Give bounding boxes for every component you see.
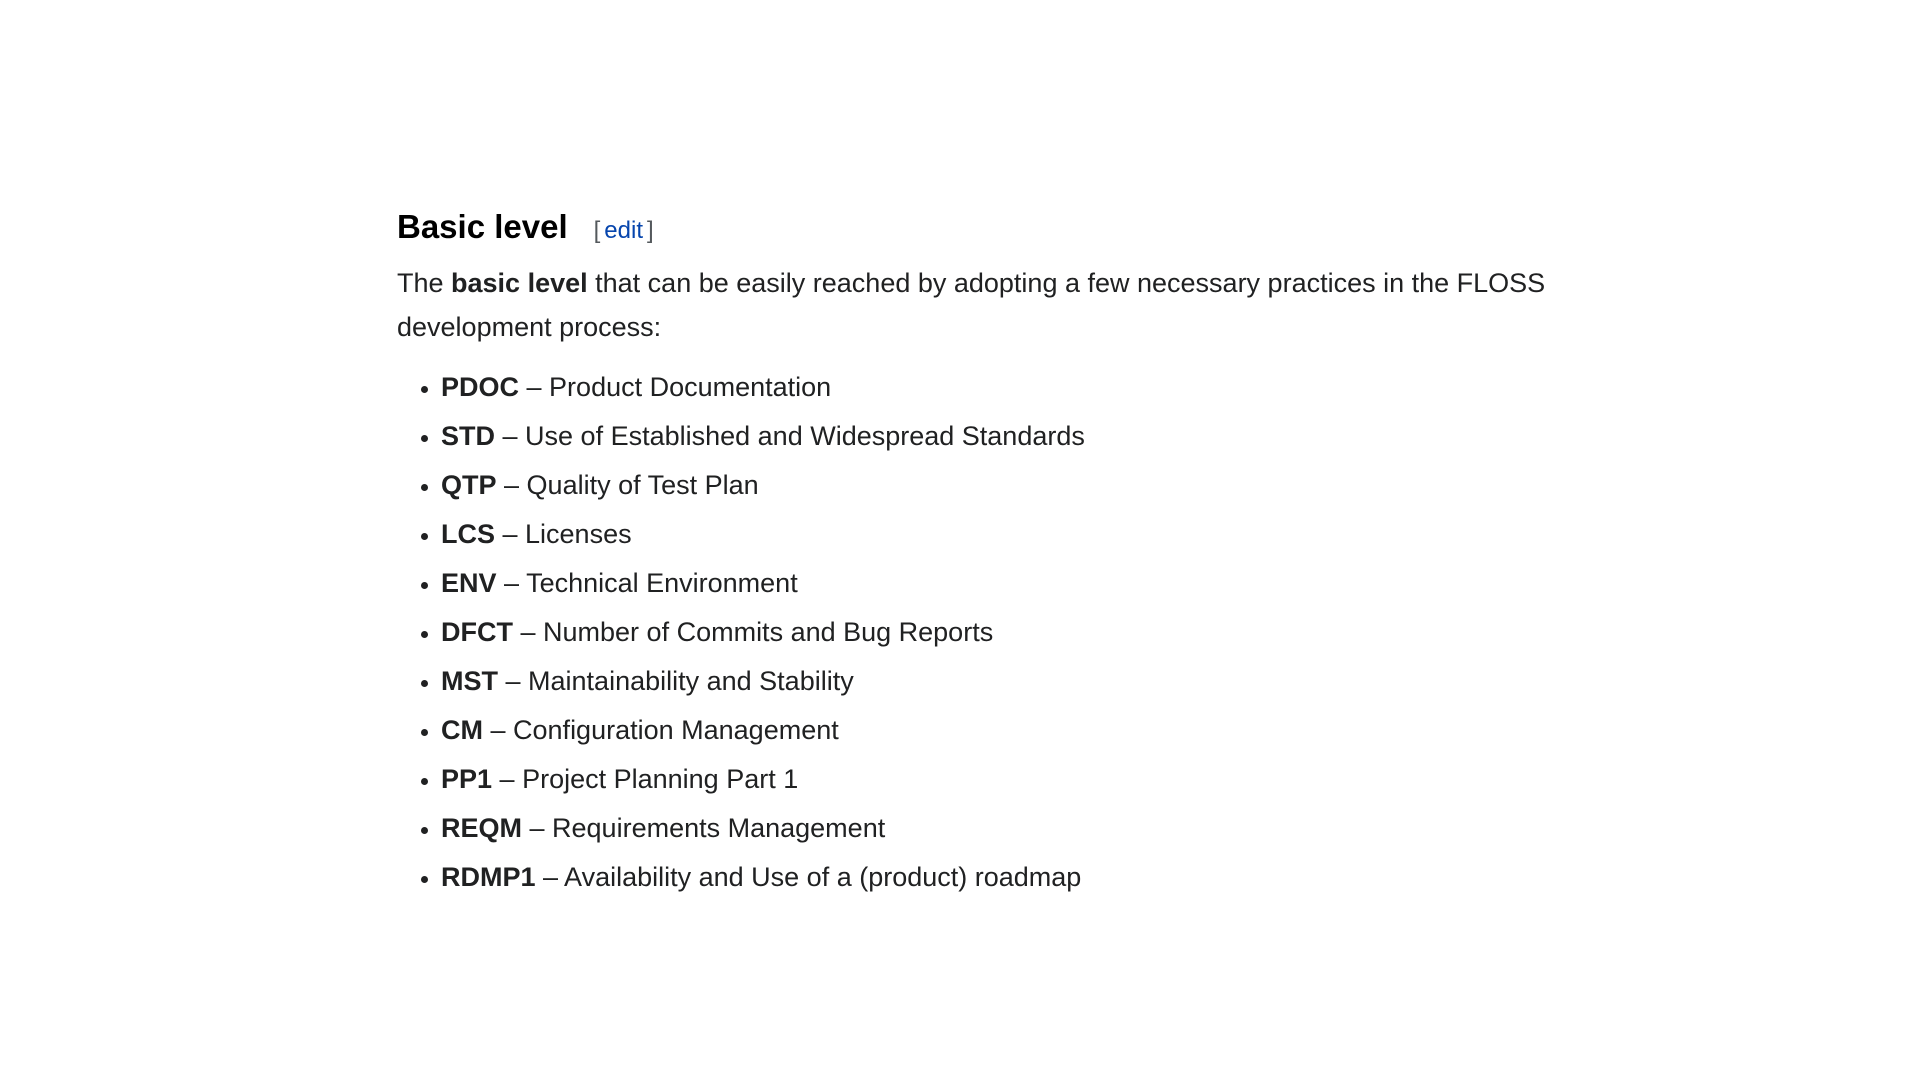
practice-code: LCS (441, 519, 495, 549)
practice-code: PP1 (441, 764, 493, 794)
practice-description: Configuration Management (513, 715, 839, 745)
practice-code: STD (441, 421, 495, 451)
practice-separator: – (483, 715, 514, 745)
list-item (421, 853, 1597, 902)
practice-description: Quality of Test Plan (526, 470, 759, 500)
edit-bracket-close: ] (647, 217, 654, 244)
practice-separator: – (519, 372, 550, 402)
practice-code: MST (441, 666, 498, 696)
article-content (397, 205, 1597, 902)
list-item (421, 657, 1597, 706)
practice-description: Licenses (525, 519, 632, 549)
list-item (421, 608, 1597, 657)
practice-description: Requirements Management (552, 813, 886, 843)
practice-code: REQM (441, 813, 522, 843)
practice-description: Maintainability and Stability (528, 666, 854, 696)
intro-text-before: The (397, 268, 452, 298)
practice-separator: – (496, 568, 527, 598)
list-item (421, 461, 1597, 510)
practice-description: Product Documentation (549, 372, 832, 402)
list-item (421, 510, 1597, 559)
edit-link[interactable]: edit (604, 217, 643, 244)
practice-separator: – (495, 519, 526, 549)
practice-list (397, 363, 1597, 902)
practice-code: QTP (441, 470, 497, 500)
practice-separator: – (492, 764, 523, 794)
practice-separator: – (496, 470, 527, 500)
intro-paragraph (397, 261, 1577, 349)
practice-separator: – (512, 617, 544, 647)
practice-separator: – (535, 862, 565, 892)
practice-code: ENV (441, 568, 497, 598)
list-item (421, 804, 1597, 853)
practice-code: CM (441, 715, 483, 745)
practice-separator: – (498, 666, 529, 696)
list-item (421, 755, 1597, 804)
practice-description: Project Planning Part 1 (522, 764, 799, 794)
practice-code: RDMP1 (441, 862, 536, 892)
list-item (421, 706, 1597, 755)
practice-description: Number of Commits and Bug Reports (543, 617, 994, 647)
practice-description: Use of Established and Widespread Standards (525, 421, 1085, 451)
practice-code: PDOC (441, 372, 520, 402)
practice-separator: – (495, 421, 526, 451)
section-heading-row (397, 205, 1597, 249)
section-title: Basic level (397, 208, 568, 245)
list-item (421, 559, 1597, 608)
edit-section (594, 217, 654, 245)
intro-text-after: that can be easily reached by adopting a few necessary practices in the FLOSS development process: (397, 268, 1546, 342)
list-item (421, 363, 1597, 412)
practice-separator: – (522, 813, 553, 843)
practice-description: Availability and Use of a (product) roadmap (564, 862, 1082, 892)
intro-bold-term: basic level (451, 268, 588, 298)
practice-description: Technical Environment (526, 568, 798, 598)
practice-code: DFCT (441, 617, 513, 647)
list-item (421, 412, 1597, 461)
edit-bracket-open: [ (593, 217, 601, 244)
